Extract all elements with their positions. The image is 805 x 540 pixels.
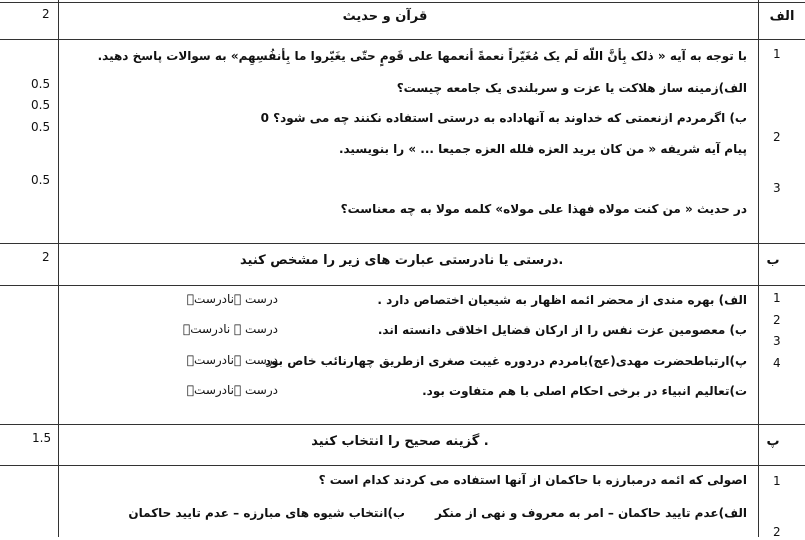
row-divider-a-header [0,39,805,40]
section-a-question-alef: الف)زمینه ساز هلاکت یا عزت و سربلندی یک جامعه چیست؟ [396,81,747,95]
section-p-num-2: 2 [773,525,781,539]
col-divider-score [58,0,59,537]
section-b-item-3: پ)ارتباطحضرت مهدی(عج)بامردم دردوره غیبت صغری ازطریق چهارنائب خاص بود [264,354,747,368]
section-b-num-1: 1 [773,291,781,305]
section-b-option-2[interactable]: درست ⃞ نادرست⃞ [183,322,278,336]
section-b-num-2: 2 [773,313,781,327]
top-border [0,2,805,3]
section-a-num-1: 1 [773,47,781,61]
row-divider-p-body [0,465,805,466]
section-a-score-4: 0.5 [31,173,51,187]
section-b-item-1: الف) بهره مندی از محضر ائمه اظهار به شیعیان اختصاص دارد . [377,293,747,307]
section-p-option-alef[interactable]: الف)عدم تایید حاکمان – امر به معروف و نهی از منکر [434,506,747,520]
section-a-question-3: در حدیث « من کنت مولاه فهذا علی مولاه» کلمه مولا به چه معناست؟ [340,202,747,216]
section-p-score: 1.5 [32,431,52,445]
row-divider-b-body [0,285,805,286]
section-b-label: ب [766,253,780,268]
section-a-score-3: 0.5 [31,120,51,134]
section-a-score-2: 0.5 [31,98,51,112]
section-b-score: 2 [42,250,50,264]
row-divider-p-header [0,424,805,425]
section-a-title: قرآن و حدیث [342,9,428,24]
section-b-title: درستی یا نادرستی عبارت های زیر را مشخص کنید. [240,253,564,268]
section-a-question-be: ب) اگرمردم ازنعمتی که خداوند به آنهاداده به درستی استفاده نکنند چه می شود؟ 0 [260,111,747,125]
section-a-score-1: 0.5 [31,77,51,91]
section-p-question-1: اصولی که ائمه درمبارزه با حاکمان از آنها استفاده می کردند کدام است ؟ [318,473,747,487]
section-b-num-3: 3 [773,334,781,348]
section-p-label: پ [766,434,780,449]
section-a-label: الف [769,9,795,24]
section-b-num-4: 4 [773,356,781,370]
col-divider-number [758,0,759,537]
section-b-option-1[interactable]: درست ⃞نادرست⃞ [186,292,278,306]
section-a-num-2: 2 [773,130,781,144]
section-a-question-2: پیام آیه شریفه « من کان یرید العزه فلله العزه جمیعا ... » را بنویسید. [338,142,747,156]
section-p-title: گزینه صحیح را انتخاب کنید . [311,434,489,449]
section-b-item-4: ت)تعالیم انبیاء در برخی احکام اصلی با هم متفاوت بود. [422,384,747,398]
section-p-option-be[interactable]: ب)انتخاب شیوه های مبارزه – عدم تایید حاکمان [128,506,405,520]
section-p-num-1: 1 [773,474,781,488]
section-b-option-4[interactable]: درست ⃞نادرست⃞ [186,383,278,397]
section-b-item-2: ب) معصومین عزت نفس را از ارکان فضایل اخلاقی دانسته اند. [377,323,747,337]
row-divider-b-header [0,243,805,244]
section-b-option-3[interactable]: درست ⃞نادرست⃞ [186,353,278,367]
section-a-intro: با توجه به آیه « ذلک بِأنَّ اللّه لَم یک مُغَیّراً نعمةً أنعمها علی قَومٍ حتّی یغَیّروا ما بِأنفُسِهِم» به سوالات پاسخ دهید. [97,49,747,63]
section-a-score: 2 [42,7,50,21]
section-a-num-3: 3 [773,181,781,195]
